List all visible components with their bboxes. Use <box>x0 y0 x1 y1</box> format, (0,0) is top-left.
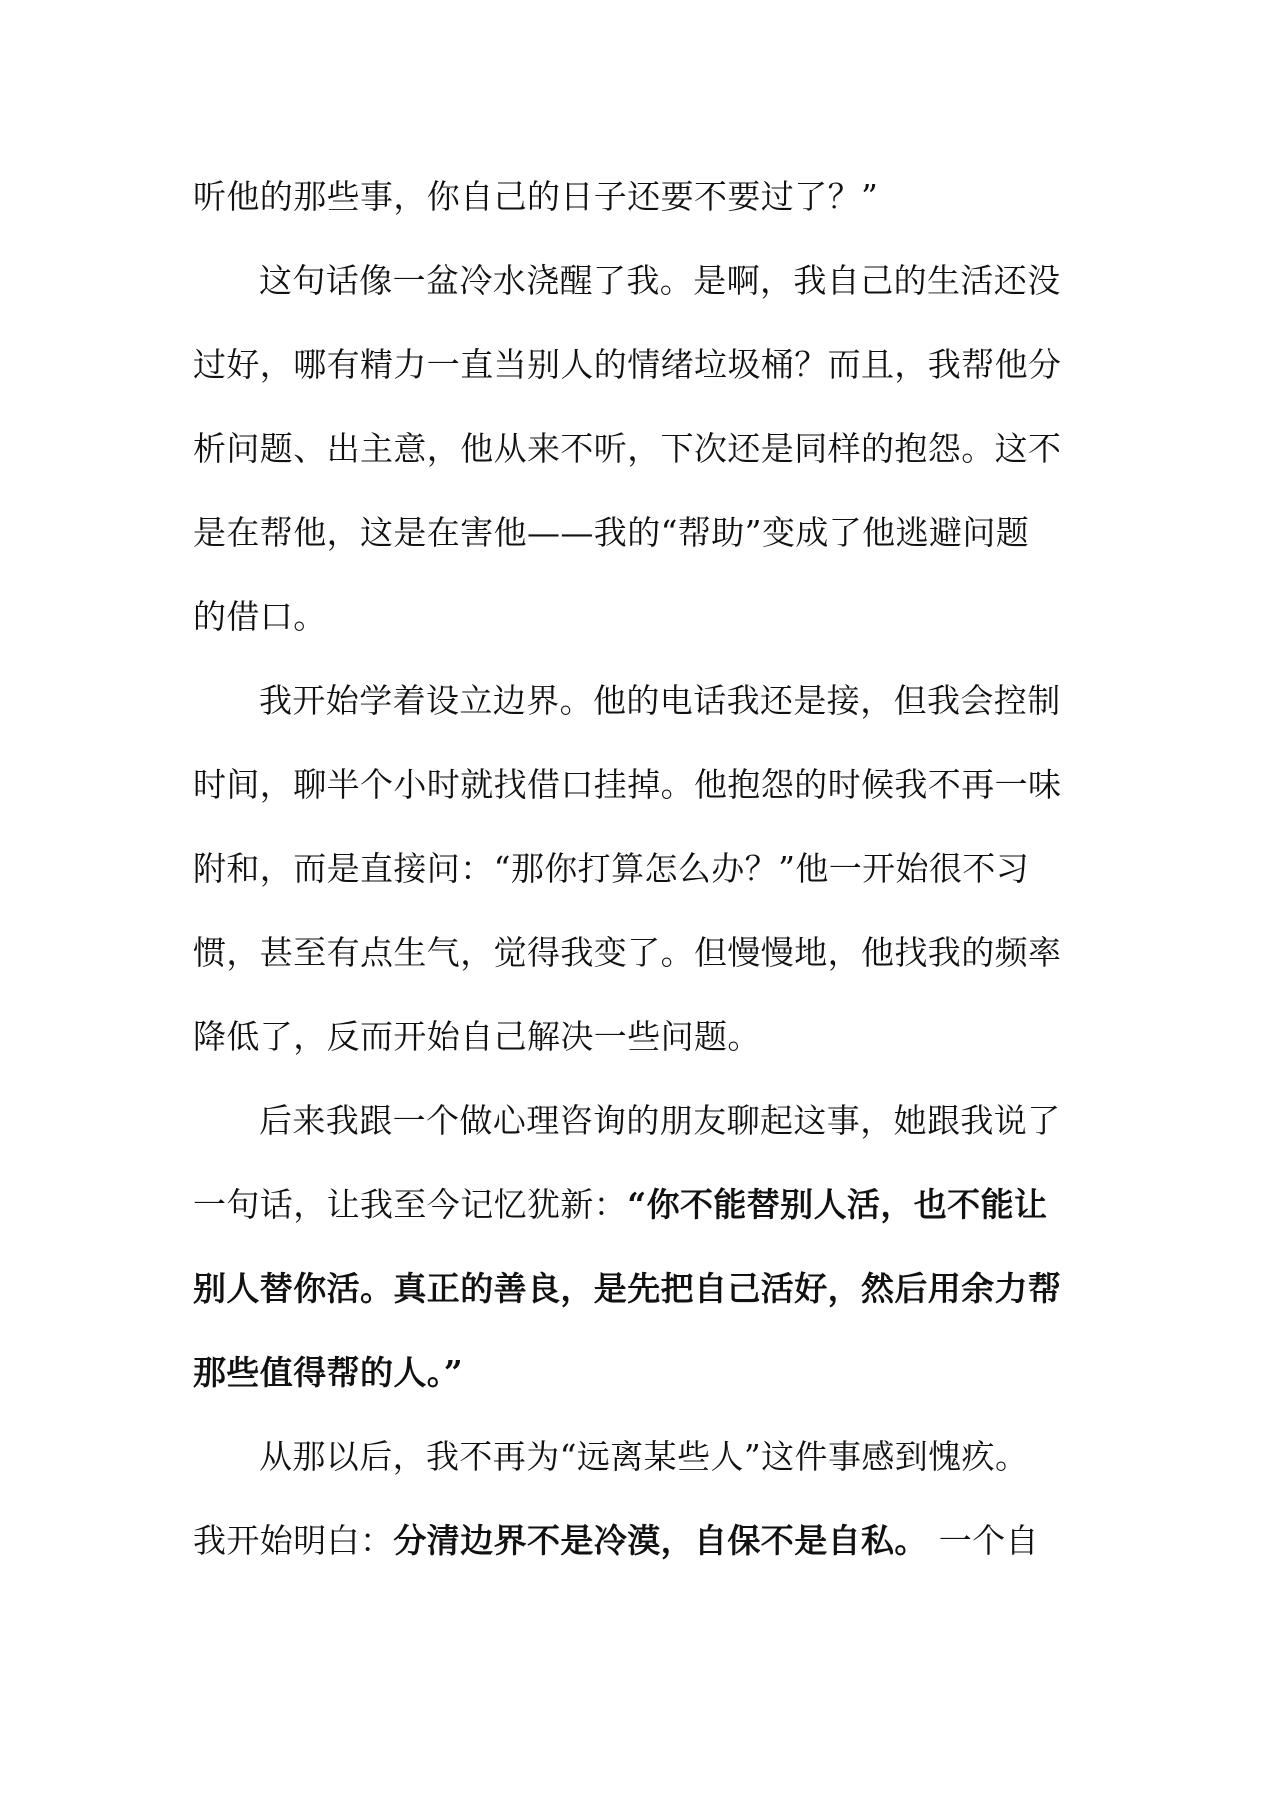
bold-emphasis-segment: 分清边界不是冷漠，自保不是自私。 <box>393 1521 928 1560</box>
text-line <box>193 323 1083 407</box>
text-segment: 我开始学着设立边界。他的电话我还是接，但我会控制 <box>259 681 1061 720</box>
text-line <box>193 407 1083 491</box>
text-segment: 是在帮他，这是在害他——我的“帮助”变成了他逃避问题 <box>193 513 1030 552</box>
text-line <box>193 575 1083 659</box>
bold-quote-line <box>193 1247 1083 1331</box>
paragraph-first-line <box>193 1079 1083 1163</box>
text-segment: 从那以后，我不再为“远离某些人”这件事感到愧疚。 <box>259 1437 1029 1476</box>
text-segment: 析问题、出主意，他从来不听，下次还是同样的抱怨。这不 <box>193 429 1062 468</box>
text-line <box>193 155 1083 239</box>
text-segment: 那些值得帮的人。” <box>193 1353 464 1392</box>
text-segment: 惯，甚至有点生气，觉得我变了。但慢慢地，他找我的频率 <box>193 933 1062 972</box>
text-line <box>193 911 1083 995</box>
paragraph-first-line <box>193 659 1083 743</box>
text-segment: 的借口。 <box>193 597 327 636</box>
text-segment: 我开始明白： <box>193 1521 394 1560</box>
text-line <box>193 743 1083 827</box>
text-line <box>193 827 1083 911</box>
text-line <box>193 491 1083 575</box>
text-segment: 附和，而是直接问：“那你打算怎么办？”他一开始很不习 <box>193 849 1030 888</box>
text-line <box>193 1499 1083 1583</box>
text-segment: 一个自 <box>927 1521 1039 1560</box>
text-segment: 过好，哪有精力一直当别人的情绪垃圾桶？而且，我帮他分 <box>193 345 1062 384</box>
text-segment: 后来我跟一个做心理咨询的朋友聊起这事，她跟我说了 <box>259 1101 1061 1140</box>
document-body <box>193 155 1083 1583</box>
paragraph-first-line <box>193 239 1083 323</box>
text-line <box>193 995 1083 1079</box>
text-segment: 一句话，让我至今记忆犹新： <box>193 1185 628 1224</box>
bold-quote-segment: “你不能替别人活，也不能让 <box>627 1185 1048 1224</box>
text-segment: 别人替你活。真正的善良，是先把自己活好，然后用余力帮 <box>193 1269 1062 1308</box>
text-line <box>193 1163 1083 1247</box>
text-segment: 时间，聊半个小时就找借口挂掉。他抱怨的时候我不再一味 <box>193 765 1062 804</box>
bold-quote-line <box>193 1331 1083 1415</box>
text-segment: 降低了，反而开始自己解决一些问题。 <box>193 1017 761 1056</box>
text-segment: 这句话像一盆冷水浇醒了我。是啊，我自己的生活还没 <box>259 261 1061 300</box>
paragraph-first-line <box>193 1415 1083 1499</box>
text-segment: 听他的那些事，你自己的日子还要不要过了？” <box>193 177 879 216</box>
